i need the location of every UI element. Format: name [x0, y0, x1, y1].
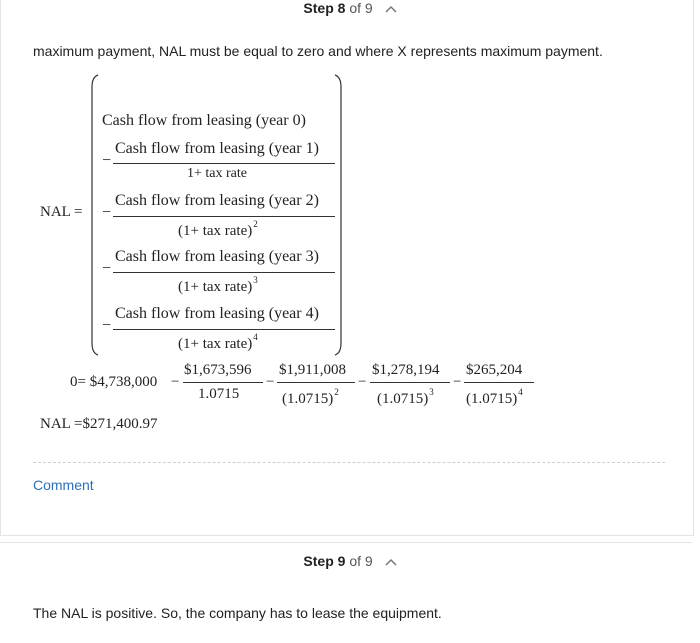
calc-n3: $1,278,194: [372, 362, 440, 378]
minus-sign: −: [171, 374, 180, 390]
minus-sign: −: [102, 152, 112, 169]
nal-result: NAL =$271,400.97: [40, 416, 158, 432]
intro-text: maximum payment, NAL must be equal to zero and where X represents maximum payment.: [33, 43, 603, 59]
calc-d3-base: (1.0715): [377, 391, 429, 407]
term3-numerator: Cash flow from leasing (year 3): [115, 248, 319, 265]
fraction-bar: [113, 216, 335, 217]
calc-lhs: 0= $4,738,000: [70, 374, 158, 390]
term3-denominator: [178, 275, 258, 296]
step-8-label: Step 8: [303, 0, 346, 16]
term2-numerator: Cash flow from leasing (year 2): [115, 192, 319, 209]
calc-d4: [466, 387, 523, 408]
minus-sign: −: [358, 374, 367, 390]
calc-n2: $1,911,008: [279, 362, 346, 378]
step-8-header[interactable]: [0, 0, 700, 16]
term1-denominator: 1+ tax rate: [187, 166, 247, 181]
left-bracket: [90, 73, 100, 357]
comment-link[interactable]: Comment: [33, 477, 94, 493]
chevron-up-icon[interactable]: [385, 5, 397, 13]
calc-e3: 3: [429, 387, 434, 397]
calc-e2: 2: [334, 387, 339, 397]
calc-d2-base: (1.0715): [282, 391, 334, 407]
term4-numerator: Cash flow from leasing (year 4): [115, 305, 319, 322]
minus-sign: −: [102, 204, 112, 221]
term4-denominator: [178, 332, 258, 353]
term2-denominator: [178, 219, 258, 240]
fraction-bar: [277, 382, 355, 383]
formula-line-0: Cash flow from leasing (year 0): [102, 112, 306, 129]
minus-sign: −: [102, 260, 112, 277]
step-8-of: of 9: [349, 0, 373, 16]
fraction-bar: [113, 163, 335, 164]
term4-exponent: 4: [253, 332, 258, 342]
right-bracket: [333, 73, 343, 357]
term3-exponent: 3: [253, 275, 258, 285]
minus-sign: −: [266, 374, 275, 390]
term3-denominator-base: (1+ tax rate): [178, 279, 253, 295]
fraction-bar: [113, 329, 335, 330]
minus-sign: −: [453, 374, 462, 390]
fraction-bar: [113, 272, 335, 273]
step-9-header[interactable]: [0, 553, 700, 569]
term2-denominator-base: (1+ tax rate): [178, 223, 253, 239]
calc-n4: $265,204: [466, 362, 523, 378]
calc-d3: [377, 387, 434, 408]
term2-exponent: 2: [253, 219, 258, 229]
calc-e4: 4: [518, 387, 523, 397]
calc-d2: [282, 387, 339, 408]
nal-label: NAL =: [40, 204, 83, 220]
conclusion-text: The NAL is positive. So, the company has to lease the equipment.: [33, 605, 442, 621]
fraction-bar: [183, 382, 263, 383]
calc-d4-base: (1.0715): [466, 391, 518, 407]
minus-sign: −: [102, 317, 112, 334]
calc-n1: $1,673,596: [184, 362, 252, 378]
fraction-bar: [370, 382, 450, 383]
term4-denominator-base: (1+ tax rate): [178, 336, 253, 352]
step-9-of: of 9: [349, 553, 373, 569]
fraction-bar: [464, 382, 534, 383]
step-9-label: Step 9: [303, 553, 346, 569]
chevron-up-icon[interactable]: [385, 558, 397, 566]
divider: [33, 462, 665, 463]
term1-numerator: Cash flow from leasing (year 1): [115, 140, 319, 157]
calc-d1: 1.0715: [198, 386, 240, 402]
